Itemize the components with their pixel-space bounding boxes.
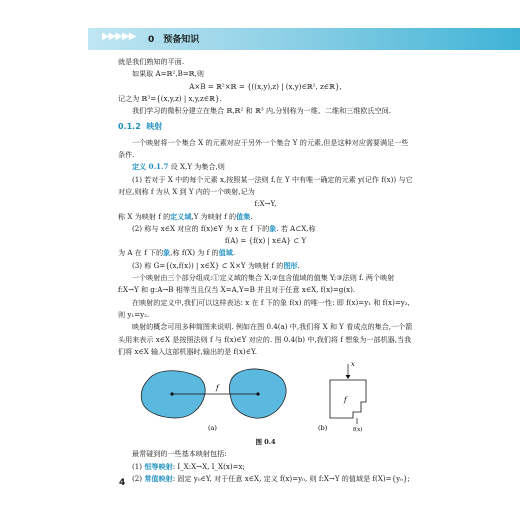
machine-box <box>330 380 366 418</box>
term-image: 象 <box>269 223 277 233</box>
definition-item-2-cont: 为 A 在 f 下的象,称 f(X) 为 f 的值域. <box>118 248 236 258</box>
definition-item-1: (1) 若对于 X 中的每个元素 x,按照某一法则 f,在 Y 中有唯一确定的元素 y(记作 f(x)) 与它对应,则称 f 为从 X 到 Y 内的一个映射,记为 <box>118 174 413 196</box>
paragraph: 在映射的定义中,我们可以这样表达: x 在 f 下的象 f(x) 的唯一性: 即 f(x)=y₁ 和 f(x)=y₂,则 y₁=y₂. <box>118 297 410 319</box>
definition-item-3: (3) 称 G={(x,f(x)) | x∈X} ⊂ X×Y 为映射 f 的图形. <box>132 260 300 270</box>
figure-caption: 图 0.4 <box>255 438 276 447</box>
page-number: 4 <box>119 478 126 488</box>
subfig-a-label: (a) <box>208 424 217 433</box>
formula: f:X→Y, <box>254 199 277 209</box>
section-title: 映射 <box>146 122 163 132</box>
definition-text: 设 X,Y 为集合,则 <box>170 162 225 172</box>
paragraph: 一个映射由三个部分组成:①定义域的集合 X;②包含值域的值集 Y;③法则 f. 两个映射 f:X→Y 和 g:A→B 相等当且仅当 X=A,Y=B 并且对于任意 x∈X, f(x)=g(x). <box>118 273 395 295</box>
input-label-x: x <box>351 360 355 369</box>
list-item: (2) 常值映射: 固定 y₀∈Y, 对于任意 x∈X, 定义 f(x)=y₀, 则 f:X→Y 的值域是 f(X)={y₀}; <box>132 474 410 484</box>
paragraph: 最常碰到的一些基本映射包括: <box>132 449 227 459</box>
page-body <box>118 56 413 485</box>
term-image-of-set: 象 <box>163 248 171 258</box>
mapping-diagram <box>118 358 413 436</box>
formula: A×B = ℝ²×ℝ = {((x,y),z) | (x,y)∈ℝ², z∈ℝ}, <box>189 81 342 91</box>
section-heading <box>118 121 413 133</box>
output-label-fx: f(x) <box>353 427 363 434</box>
running-header-title: 0 预备知识 <box>148 35 200 45</box>
term-range: 值域 <box>218 248 233 258</box>
text-line: 就是我们熟知的平面. <box>118 57 185 66</box>
definition-label: 定义 0.1.7 <box>132 162 169 172</box>
header-arrows-icon: ▶▶▶▶▶ <box>102 31 136 42</box>
paragraph: 我们学习的微积分建立在集合 ℝ,ℝ² 和 ℝ³ 内,分别称为一维、二维和三维欧氏空间. <box>132 106 392 116</box>
term-domain: 定义域 <box>170 211 192 221</box>
point-fx <box>256 393 259 396</box>
term-graph: 图形 <box>283 260 298 270</box>
term-identity-map: 恒等映射 <box>144 461 173 471</box>
text-line: 记之为 ℝ³={(x,y,z) | x,y,z∈ℝ}. <box>118 93 222 103</box>
figure-0-4 <box>118 358 413 436</box>
text-line: 如果取 A=ℝ²,B=ℝ,则 <box>132 69 204 79</box>
formula: f(A) = {f(x) | x∈A} ⊂ Y <box>224 236 307 246</box>
term-constant-map: 常值映射 <box>144 474 173 484</box>
definition <box>118 161 413 173</box>
paragraph: 一个映射将一个集合 X 的元素对应于另外一个集合 Y 的元素,但是这种对应需要满足一些条件. <box>118 137 409 160</box>
subfig-b-label: (b) <box>318 424 328 433</box>
arrow-label-f: f <box>216 384 219 393</box>
section-number: 0.1.2 <box>118 122 141 132</box>
point-x <box>170 393 173 396</box>
machine-label-f: f <box>344 396 347 405</box>
definition-item-2: (2) 称与 x∈X 对应的 f(x)∈Y 为 x 在 f 下的象. 若 A⊂X,称 <box>132 223 316 233</box>
list-item: (1) 恒等映射: I_X:X→X, I_X(x)=x; <box>132 461 245 471</box>
paragraph: 映射的概念可用多种简图来说明. 例如在图 0.4(a) 中,我们将 X 和 Y 看成点的集合,一个箭头用来表示 x∈X 是按照法则 f 与 f(x)∈Y 对应的. 图 0.4(b) 中,我们将 f 想象为一部机器,当我们将 x∈X 输入这部机器时,输出的是 f(x)∈Y. <box>118 322 413 356</box>
input-arrowhead <box>346 375 351 379</box>
definition-item-1-cont: 称 X 为映射 f 的定义域,Y 为映射 f 的值集. <box>118 211 253 221</box>
term-codomain: 值集 <box>236 211 251 221</box>
